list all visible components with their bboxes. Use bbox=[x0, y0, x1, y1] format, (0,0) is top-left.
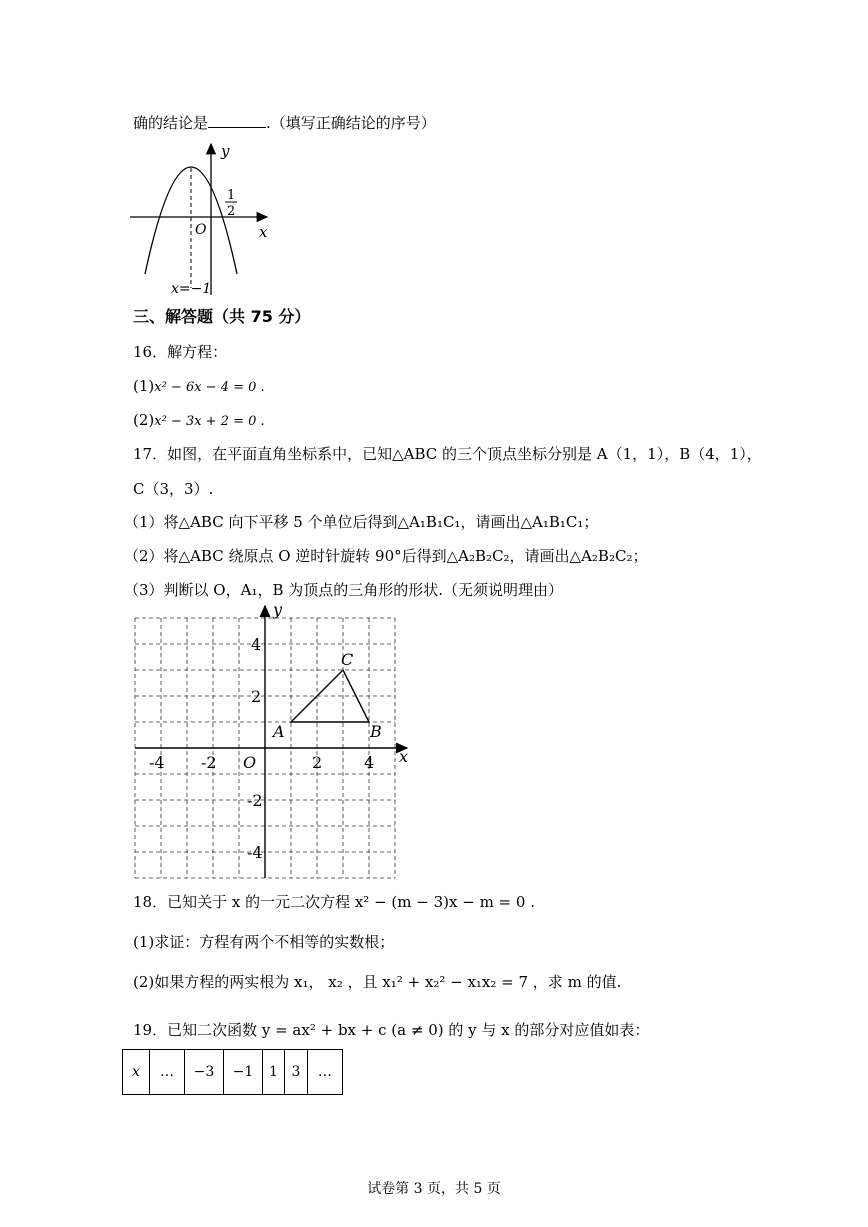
q17-part2: （2）将△ABC 绕原点 O 逆时针旋转 90°后得到△A₂B₂C₂，请画出△A₂B₂C₂； bbox=[124, 547, 648, 565]
q16-part2 bbox=[133, 410, 265, 432]
grid-y-label: y bbox=[273, 600, 283, 619]
q16-part2-num: (2) bbox=[133, 411, 155, 429]
q16-part1-num: (1) bbox=[133, 377, 155, 395]
q15-suffix: .（填写正确结论的序号） bbox=[266, 114, 436, 132]
q16-part1-eq: x² − 6x − 4 = 0 . bbox=[154, 380, 265, 395]
x-tick-label: 2 bbox=[312, 753, 323, 772]
answer-blank bbox=[208, 113, 266, 128]
q16-part1 bbox=[133, 376, 265, 398]
table-cell: −3 bbox=[185, 1050, 224, 1095]
table-cell: x bbox=[123, 1050, 150, 1095]
table-cell: 1 bbox=[263, 1050, 285, 1095]
point-b-label: B bbox=[370, 722, 382, 741]
table-cell: … bbox=[307, 1050, 342, 1095]
graph-y-label: y bbox=[221, 142, 230, 160]
coordinate-grid bbox=[125, 600, 420, 877]
q17-line1: 17．如图，在平面直角坐标系中，已知△ABC 的三个顶点坐标分别是 A（1，1），B（4，1）， bbox=[133, 445, 762, 463]
q17-line2: C（3，3）. bbox=[133, 480, 214, 498]
table-cell: 3 bbox=[284, 1050, 307, 1095]
x-tick-label: 4 bbox=[364, 753, 375, 772]
q18-part2: (2)如果方程的两实根为 x₁， x₂ ，且 x₁² + x₂² − x₁x₂ = 7 ，求 m 的值. bbox=[133, 973, 622, 991]
value-table bbox=[122, 1049, 343, 1095]
x-tick-label: -2 bbox=[201, 753, 217, 772]
q17-part3: （3）判断以 O，A₁，B 为顶点的三角形的形状.（无须说明理由） bbox=[124, 581, 564, 599]
graph-x-label: x bbox=[259, 223, 268, 241]
q18-part1: (1)求证：方程有两个不相等的实数根； bbox=[133, 933, 395, 951]
page-footer: 试卷第 3 页，共 5 页 bbox=[367, 1181, 501, 1197]
y-tick-label: -2 bbox=[247, 791, 263, 810]
table-cell: −1 bbox=[224, 1050, 263, 1095]
symmetry-axis-label: x=−1 bbox=[171, 281, 212, 297]
point-a-label: A bbox=[273, 722, 285, 741]
q18-stem: 18．已知关于 x 的一元二次方程 x² − (m − 3)x − m = 0 . bbox=[133, 893, 535, 911]
y-tick-label: -4 bbox=[247, 843, 263, 862]
grid-x-label: x bbox=[399, 747, 409, 766]
half-denominator: 2 bbox=[227, 204, 236, 219]
table-row bbox=[123, 1050, 343, 1095]
section3-title: 三、解答题（共 75 分） bbox=[133, 307, 311, 326]
half-numerator: 1 bbox=[227, 188, 236, 203]
table-cell: … bbox=[150, 1050, 185, 1095]
grid-origin: O bbox=[243, 753, 257, 772]
point-c-label: C bbox=[341, 650, 354, 669]
parabola-graph bbox=[125, 140, 275, 300]
y-tick-label: 2 bbox=[251, 687, 262, 706]
q17-part1: （1）将△ABC 向下平移 5 个单位后得到△A₁B₁C₁，请画出△A₁B₁C₁； bbox=[124, 513, 599, 531]
q15-tail-line bbox=[133, 113, 436, 133]
x-tick-label: -4 bbox=[149, 753, 165, 772]
q15-prefix: 确的结论是 bbox=[133, 114, 209, 132]
graph-origin: O bbox=[195, 222, 207, 238]
q16-part2-eq: x² − 3x + 2 = 0 . bbox=[154, 414, 265, 429]
q19-stem: 19．已知二次函数 y = ax² + bx + c (a ≠ 0) 的 y 与 x 的部分对应值如表： bbox=[133, 1021, 650, 1039]
y-tick-label: 4 bbox=[251, 635, 262, 654]
q16-stem: 16．解方程： bbox=[133, 343, 228, 361]
triangle-abc bbox=[291, 670, 369, 722]
